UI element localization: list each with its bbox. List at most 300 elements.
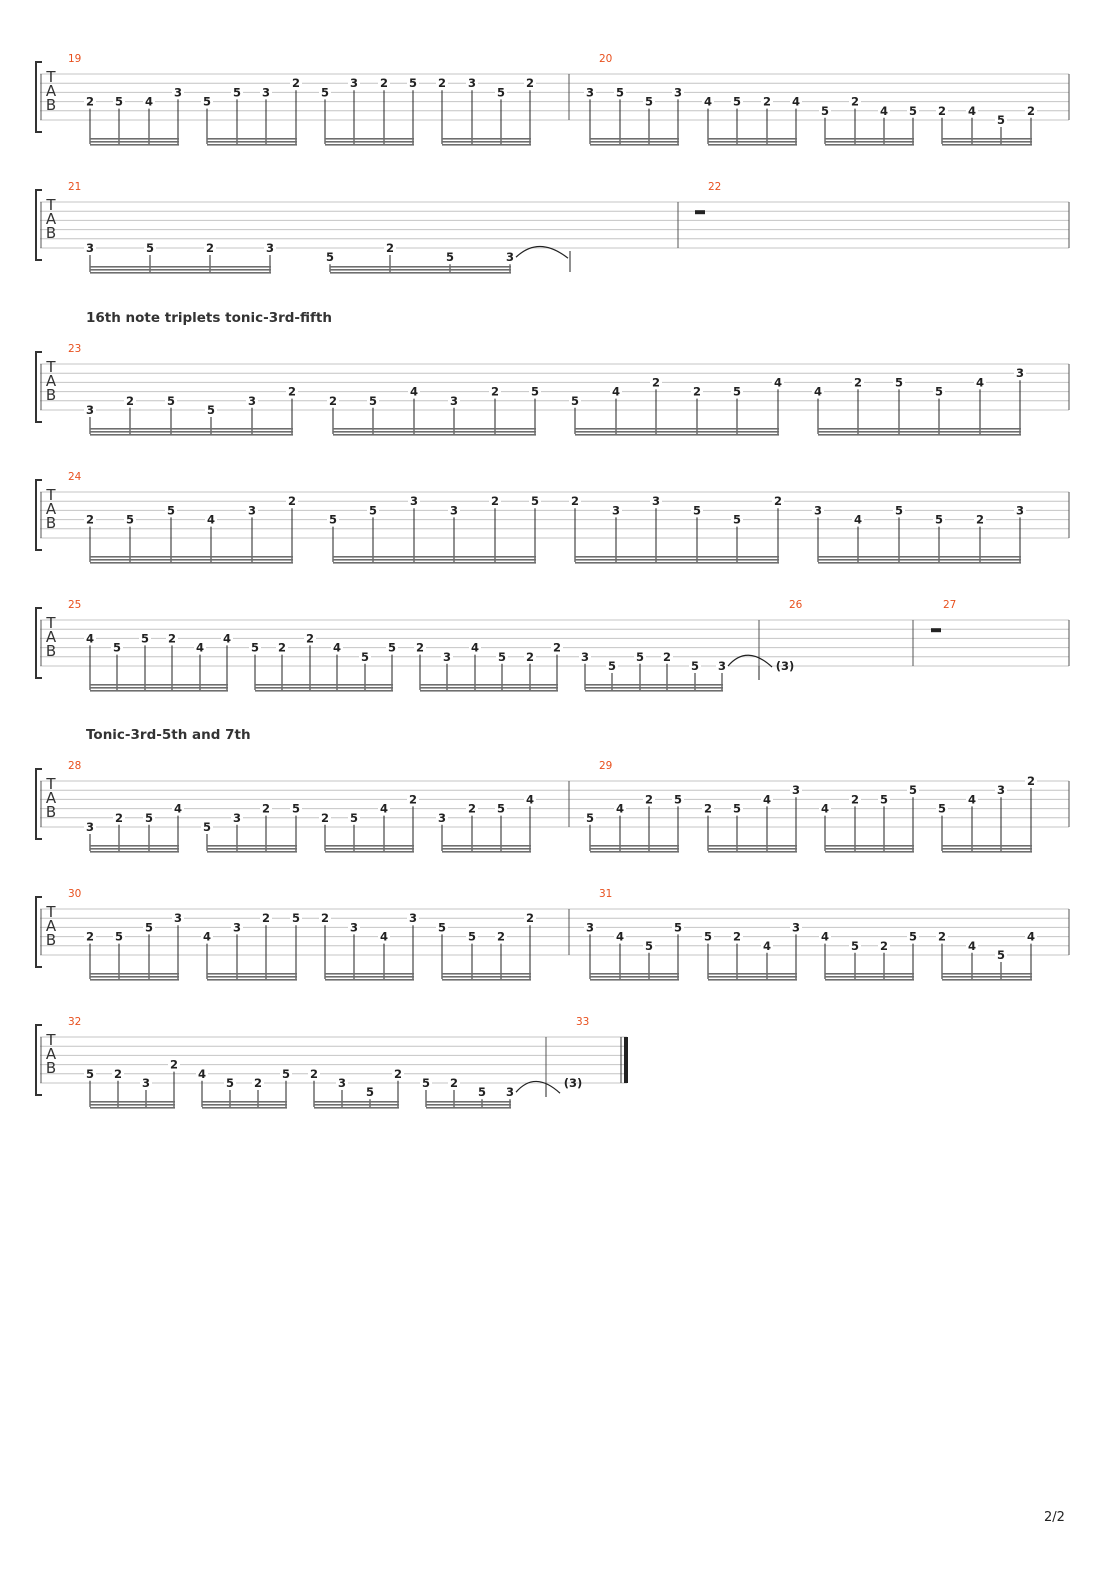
beam — [325, 848, 414, 850]
fret-number: 2 — [525, 76, 535, 91]
beam — [90, 556, 293, 558]
fret-number: 2 — [320, 810, 330, 825]
measure-number: 23 — [68, 343, 82, 355]
tab-clef-letter: T — [46, 903, 56, 921]
whole-rest — [931, 628, 941, 632]
beam — [255, 690, 393, 692]
fret-number: 5 — [166, 393, 176, 408]
fret-number: 4 — [853, 512, 863, 527]
fret-number: 5 — [996, 113, 1006, 127]
beam — [590, 848, 679, 850]
fret-number: 5 — [908, 929, 918, 944]
beam — [942, 845, 1032, 847]
tab-clef-letter: B — [45, 642, 57, 660]
fret-number: 2 — [850, 94, 860, 109]
fret-number: 5 — [291, 801, 301, 816]
fret-number: 5 — [477, 1085, 487, 1100]
fret-number: 3 — [585, 85, 595, 100]
fret-number: 3 — [349, 76, 359, 91]
measure-number: 21 — [68, 181, 82, 193]
fret-number: 2 — [552, 640, 562, 655]
fret-number: 5 — [437, 920, 447, 935]
fret-number: 4 — [967, 792, 977, 807]
fret-number: 5 — [692, 503, 702, 518]
beam — [207, 973, 297, 975]
final-barline — [624, 1037, 628, 1083]
beam — [325, 976, 414, 978]
tab-clef-letter: A — [45, 917, 57, 935]
beam — [818, 431, 1021, 433]
beam — [330, 269, 511, 271]
tab-clef-letter: B — [45, 96, 57, 114]
fret-number: 5 — [368, 393, 378, 408]
fret-number: 3 — [673, 85, 683, 100]
fret-number: 5 — [635, 649, 645, 664]
fret-number: 3 — [85, 403, 95, 417]
beam — [590, 141, 679, 143]
fret-number: 2 — [113, 1066, 123, 1081]
fret-number: 3 — [85, 241, 95, 255]
fret-number: 2 — [850, 792, 860, 807]
tab-clef-letter: A — [45, 372, 57, 390]
fret-number: 5 — [250, 640, 260, 655]
beam — [590, 979, 679, 981]
tab-clef-letter: A — [45, 82, 57, 100]
tab-clef-letter: T — [46, 196, 56, 214]
beam — [207, 144, 297, 146]
tied-fret: (3) — [563, 1076, 583, 1090]
fret-number: 5 — [894, 375, 904, 390]
fret-number: 5 — [140, 631, 150, 646]
fret-number: 4 — [144, 94, 154, 109]
fret-number: 5 — [732, 801, 742, 816]
beam — [590, 138, 679, 140]
beam — [325, 845, 414, 847]
fret-number: 2 — [732, 929, 742, 944]
fret-number: 5 — [85, 1066, 95, 1081]
fret-number: 5 — [937, 801, 947, 816]
fret-number: 2 — [644, 792, 654, 807]
fret-number: 2 — [328, 393, 338, 408]
beam — [420, 690, 558, 692]
fret-number: 3 — [505, 250, 515, 265]
beam — [325, 138, 414, 140]
fret-number: 5 — [690, 659, 700, 673]
fret-number: 5 — [908, 783, 918, 798]
beam — [333, 559, 536, 561]
fret-number: 5 — [496, 85, 506, 100]
fret-number: 5 — [530, 494, 540, 509]
fret-number: 5 — [206, 403, 216, 417]
fret-number: 2 — [490, 384, 500, 399]
beam — [825, 138, 914, 140]
beam — [325, 851, 414, 853]
beam — [942, 848, 1032, 850]
beam — [207, 851, 297, 853]
beam — [90, 1107, 175, 1109]
beam — [575, 434, 779, 436]
fret-number: 3 — [449, 503, 459, 518]
beam — [590, 845, 679, 847]
beam — [333, 556, 536, 558]
fret-number: 3 — [585, 920, 595, 935]
beam — [590, 973, 679, 975]
fret-number: 2 — [125, 393, 135, 408]
fret-number: 5 — [644, 938, 654, 953]
fret-number: 2 — [85, 512, 95, 527]
fret-number: 2 — [937, 929, 947, 944]
fret-number: 5 — [445, 250, 455, 265]
fret-number: 2 — [277, 640, 287, 655]
fret-number: 3 — [996, 783, 1006, 798]
fret-number: 2 — [305, 631, 315, 646]
beam — [207, 848, 297, 850]
fret-number: 3 — [261, 85, 271, 100]
fret-number: 4 — [173, 801, 183, 816]
fret-number: 5 — [934, 384, 944, 399]
fret-number: 5 — [570, 393, 580, 408]
fret-number: 2 — [490, 494, 500, 509]
beam — [708, 138, 797, 140]
beam — [90, 269, 271, 271]
fret-number: 2 — [253, 1076, 263, 1090]
fret-number: 3 — [349, 920, 359, 935]
fret-number: 3 — [173, 85, 183, 100]
fret-number: 5 — [166, 503, 176, 518]
fret-number: 2 — [703, 801, 713, 816]
measure-number: 27 — [943, 599, 957, 611]
fret-number: 2 — [85, 929, 95, 944]
fret-number: 2 — [496, 929, 506, 944]
tab-clef-letter: A — [45, 1045, 57, 1063]
fret-number: 2 — [1026, 774, 1036, 788]
fret-number: 5 — [673, 920, 683, 935]
beam — [255, 687, 393, 689]
measure-number: 33 — [576, 1016, 590, 1028]
fret-number: 5 — [879, 792, 889, 807]
fret-number: 4 — [975, 375, 985, 390]
fret-number: 5 — [202, 94, 212, 109]
beam — [825, 144, 914, 146]
beam — [825, 979, 914, 981]
fret-number: 2 — [114, 810, 124, 825]
beam — [942, 851, 1032, 853]
beam — [442, 979, 531, 981]
fret-number: 5 — [232, 85, 242, 100]
beam — [442, 141, 531, 143]
beam — [325, 973, 414, 975]
fret-number: 5 — [114, 929, 124, 944]
beam — [818, 428, 1021, 430]
fret-number: 3 — [580, 649, 590, 664]
fret-number: 3 — [791, 783, 801, 798]
fret-number: 5 — [996, 948, 1006, 962]
fret-number: 5 — [365, 1085, 375, 1100]
beam — [90, 144, 179, 146]
fret-number: 2 — [525, 911, 535, 926]
fret-number: 5 — [144, 810, 154, 825]
beam — [90, 976, 179, 978]
fret-number: 3 — [232, 920, 242, 935]
beam — [90, 1101, 175, 1103]
beam — [942, 973, 1032, 975]
fret-number: 2 — [291, 76, 301, 91]
fret-number: 2 — [773, 494, 783, 509]
beam — [90, 1104, 175, 1106]
beam — [426, 1101, 511, 1103]
beam — [590, 144, 679, 146]
fret-number: 2 — [261, 801, 271, 816]
beam — [90, 434, 293, 436]
fret-number: 5 — [144, 920, 154, 935]
beam — [575, 559, 779, 561]
fret-number: 5 — [408, 76, 418, 91]
fret-number: 5 — [325, 250, 335, 265]
fret-number: 4 — [762, 938, 772, 953]
tab-clef-letter: T — [46, 1031, 56, 1049]
beam — [942, 979, 1032, 981]
fret-number: 2 — [692, 384, 702, 399]
beam — [708, 973, 797, 975]
beam — [818, 559, 1021, 561]
beam — [90, 559, 293, 561]
measure-number: 22 — [708, 181, 722, 193]
beam — [255, 684, 393, 686]
beam — [314, 1101, 399, 1103]
beam — [825, 973, 914, 975]
fret-number: 4 — [967, 938, 977, 953]
fret-number: 5 — [291, 911, 301, 926]
beam — [442, 973, 531, 975]
fret-number: 4 — [195, 640, 205, 655]
beam — [442, 851, 531, 853]
beam — [825, 845, 914, 847]
fret-number: 2 — [975, 512, 985, 527]
beam — [708, 141, 797, 143]
fret-number: 2 — [525, 649, 535, 664]
fret-number: 3 — [442, 649, 452, 664]
fret-number: 2 — [393, 1066, 403, 1081]
tab-clef-letter: B — [45, 514, 57, 532]
fret-number: 5 — [732, 384, 742, 399]
fret-number: 5 — [225, 1076, 235, 1090]
fret-number: 4 — [222, 631, 232, 646]
fret-number: 2 — [853, 375, 863, 390]
fret-number: 2 — [467, 801, 477, 816]
fret-number: 4 — [879, 103, 889, 118]
fret-number: 5 — [320, 85, 330, 100]
beam — [333, 434, 536, 436]
measure-number: 26 — [789, 599, 803, 611]
beam — [590, 851, 679, 853]
fret-number: 5 — [145, 241, 155, 255]
fret-number: 2 — [415, 640, 425, 655]
beam — [90, 845, 179, 847]
beam — [818, 434, 1021, 436]
fret-number: 4 — [791, 94, 801, 109]
section-title-sevenths: Tonic-3rd-5th and 7th — [86, 727, 251, 743]
fret-number: 4 — [762, 792, 772, 807]
fret-number: 4 — [615, 929, 625, 944]
beam — [825, 976, 914, 978]
fret-number: 2 — [287, 384, 297, 399]
fret-number: 5 — [530, 384, 540, 399]
fret-number: 5 — [820, 103, 830, 118]
beam — [207, 141, 297, 143]
beam — [90, 684, 228, 686]
fret-number: 4 — [470, 640, 480, 655]
beam — [202, 1107, 287, 1109]
fret-number: 4 — [206, 512, 216, 527]
measure-number: 29 — [599, 760, 613, 772]
fret-number: 5 — [496, 801, 506, 816]
measure-number: 20 — [599, 53, 613, 65]
beam — [325, 141, 414, 143]
fret-number: 2 — [320, 911, 330, 926]
fret-number: 3 — [467, 76, 477, 91]
tab-clef-letter: T — [46, 68, 56, 86]
beam — [330, 266, 511, 268]
fret-number: 4 — [1026, 929, 1036, 944]
beam — [442, 976, 531, 978]
fret-number: 5 — [644, 94, 654, 109]
fret-number: 5 — [585, 810, 595, 825]
measure-number: 32 — [68, 1016, 82, 1028]
beam — [708, 976, 797, 978]
beam — [575, 562, 779, 564]
beam — [420, 687, 558, 689]
beam — [708, 144, 797, 146]
fret-number: 3 — [449, 393, 459, 408]
beam — [942, 141, 1032, 143]
fret-number: 4 — [813, 384, 823, 399]
section-title-triplets: 16th note triplets tonic-3rd-fifth — [86, 310, 332, 326]
fret-number: 2 — [261, 911, 271, 926]
fret-number: 4 — [202, 929, 212, 944]
fret-number: 2 — [651, 375, 661, 390]
fret-number: 2 — [937, 103, 947, 118]
fret-number: 2 — [437, 76, 447, 91]
beam — [585, 684, 723, 686]
fret-number: 5 — [421, 1076, 431, 1090]
fret-number: 5 — [467, 929, 477, 944]
fret-number: 4 — [525, 792, 535, 807]
beam — [90, 690, 228, 692]
beam — [575, 431, 779, 433]
fret-number: 5 — [607, 659, 617, 673]
beam — [575, 556, 779, 558]
fret-number: 2 — [385, 241, 395, 255]
fret-number: 5 — [673, 792, 683, 807]
fret-number: 2 — [570, 494, 580, 509]
fret-number: 5 — [114, 94, 124, 109]
fret-number: 3 — [173, 911, 183, 926]
fret-number: 2 — [879, 938, 889, 953]
beam — [585, 690, 723, 692]
beam — [90, 431, 293, 433]
beam — [207, 976, 297, 978]
fret-number: 5 — [497, 649, 507, 664]
fret-number: 3 — [85, 820, 95, 834]
fret-number: 4 — [379, 801, 389, 816]
fret-number: 5 — [850, 938, 860, 953]
fret-number: 3 — [437, 810, 447, 825]
fret-number: 3 — [1015, 366, 1025, 381]
beam — [202, 1104, 287, 1106]
fret-number: 4 — [85, 631, 95, 646]
beam — [442, 138, 531, 140]
beam — [325, 144, 414, 146]
fret-number: 5 — [125, 512, 135, 527]
tab-clef-letter: A — [45, 789, 57, 807]
fret-number: 3 — [611, 503, 621, 518]
tab-clef-letter: B — [45, 386, 57, 404]
fret-number: 3 — [1015, 503, 1025, 518]
tab-clef-letter: B — [45, 224, 57, 242]
tied-fret: (3) — [775, 659, 795, 673]
fret-number: 3 — [813, 503, 823, 518]
beam — [325, 979, 414, 981]
beam — [207, 979, 297, 981]
fret-number: 4 — [379, 929, 389, 944]
beam — [818, 562, 1021, 564]
beam — [818, 556, 1021, 558]
fret-number: 5 — [360, 649, 370, 664]
beam — [90, 272, 271, 274]
fret-number: 3 — [337, 1076, 347, 1090]
beam — [90, 141, 179, 143]
fret-number: 2 — [379, 76, 389, 91]
beam — [202, 1101, 287, 1103]
beam — [207, 845, 297, 847]
fret-number: 4 — [332, 640, 342, 655]
beam — [942, 138, 1032, 140]
fret-number: 2 — [408, 792, 418, 807]
fret-number: 4 — [703, 94, 713, 109]
beam — [708, 851, 797, 853]
fret-number: 5 — [368, 503, 378, 518]
fret-number: 2 — [85, 94, 95, 109]
beam — [90, 848, 179, 850]
tab-clef-letter: A — [45, 500, 57, 518]
fret-number: 5 — [703, 929, 713, 944]
fret-number: 4 — [820, 929, 830, 944]
beam — [333, 428, 536, 430]
measure-number: 31 — [599, 888, 613, 900]
fret-number: 3 — [505, 1085, 515, 1100]
fret-number: 3 — [232, 810, 242, 825]
beam — [90, 973, 179, 975]
fret-number: 5 — [934, 512, 944, 527]
page-number: 2/2 — [1044, 1510, 1065, 1525]
beam — [90, 138, 179, 140]
beam — [585, 687, 723, 689]
fret-number: 2 — [662, 649, 672, 664]
fret-number: 4 — [967, 103, 977, 118]
fret-number: 3 — [651, 494, 661, 509]
fret-number: 5 — [615, 85, 625, 100]
fret-number: 4 — [820, 801, 830, 816]
fret-number: 4 — [611, 384, 621, 399]
fret-number: 2 — [309, 1066, 319, 1081]
beam — [330, 272, 511, 274]
fret-number: 5 — [894, 503, 904, 518]
beam — [825, 141, 914, 143]
tab-clef-letter: T — [46, 358, 56, 376]
fret-number: 2 — [169, 1057, 179, 1072]
beam — [825, 848, 914, 850]
fret-number: 5 — [281, 1066, 291, 1081]
